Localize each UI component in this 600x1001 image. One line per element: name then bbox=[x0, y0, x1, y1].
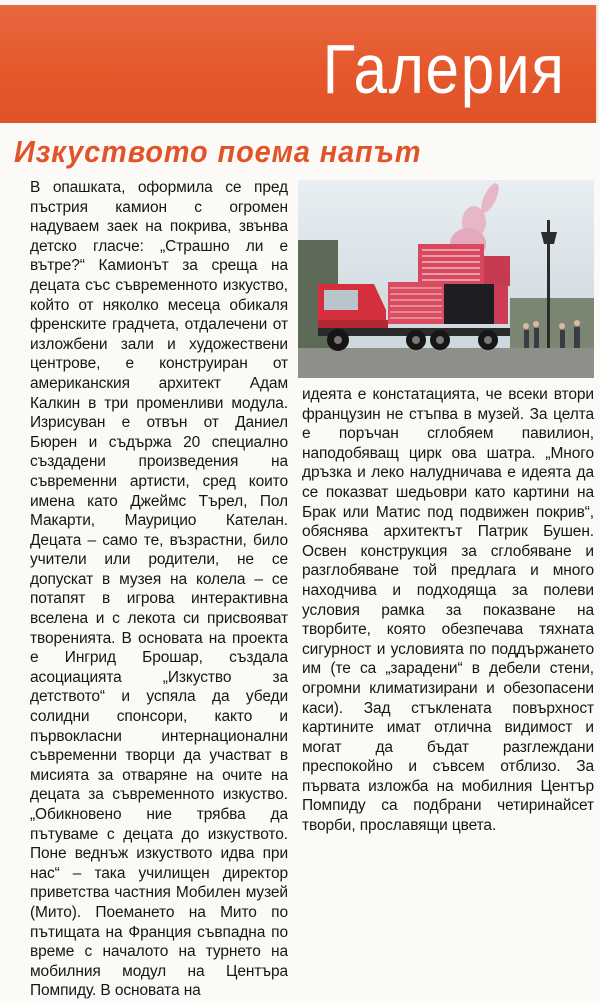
street bbox=[298, 348, 594, 378]
truck-windshield bbox=[324, 290, 358, 310]
article-photo bbox=[298, 180, 594, 378]
article-column-right bbox=[302, 385, 594, 835]
article-column-left bbox=[30, 178, 288, 1000]
article-text-left: В опашката, оформила се пред пъстрия камион с огромен надуваем заек на покрива, звънва детско гласче: „Страшно ли е вътре?“ Камионът за среща на децата със съвременното изкуство, който от няколко месеца обикаля френските градчета, отдалечени от изложбени зали и художествени центрове, е конструиран от американския архитект Адам Калкин в три променливи модула. Изрисуван е отвън от Даниел Бюрен и съдържа 20 специално създадени произведения на съвременни артисти, сред които имена като Джеймс Търел, Пол Макарти, Маурицио Кателан. Децата – само те, възрастни, било учители или родители, не се допускат в музея на колела – се потапят в игрова интерактивна вселена и с лекота си присвояват творенията. В основата на проекта е Ингрид Брошар, създала асоциацията „Изкуство за детството“ и успяла да убеди солидни спонсори, както и първокласни интернационални съвременни творци да участват в мисията за отваряне на очите на децата за съвременното изкуство. „Обикновено ние трябва да пътуваме с децата до изкуството. Поне веднъж изкуството идва при нас“ – така училищен директор приветства частния Мобилен музей (Мито). Поемането на Мито по пътищата на Франция съвпадна по време с началото на турнето на мобилния модул на Центъра Помпиду. В основата на bbox=[30, 179, 288, 1000]
article-headline: Изкуството поема напът bbox=[14, 134, 422, 169]
truck-module-black bbox=[444, 284, 494, 324]
truck-illustration bbox=[298, 180, 594, 378]
tree-right bbox=[510, 298, 594, 348]
section-title: Галерия bbox=[322, 30, 566, 108]
section-banner bbox=[0, 5, 598, 123]
article-text-right: идеята е констатацията, че всеки втори французин не стъпва в музей. За целта е поръчан сглобяем павилион, наподобяващ цирк ова шатра. „Много дръзка и леко налудничава е идеята да се показват шедьоври като картини на Брак или Матис под подвижен покрив“, обяснява архитектът Патрик Бушен. Освен конструкция за сглобяване и разглобяване той предлага и много находчива и подходяща за полеви условия рамка за показване на творбите, която обезпечава тяхната сигурност и условията по поддържането им (те са „зарадени“ в дебели стени, огромни климатизирани и обезопасени каси). Зад стъклената повърхност картините имат отлична видимост и могат да бъдат разглеждани преспокойно и съвсем отблизо. За първата изложба на мобилния Център Помпиду са подбрани четиринайсет творби, прославящи цвета. bbox=[302, 386, 594, 835]
